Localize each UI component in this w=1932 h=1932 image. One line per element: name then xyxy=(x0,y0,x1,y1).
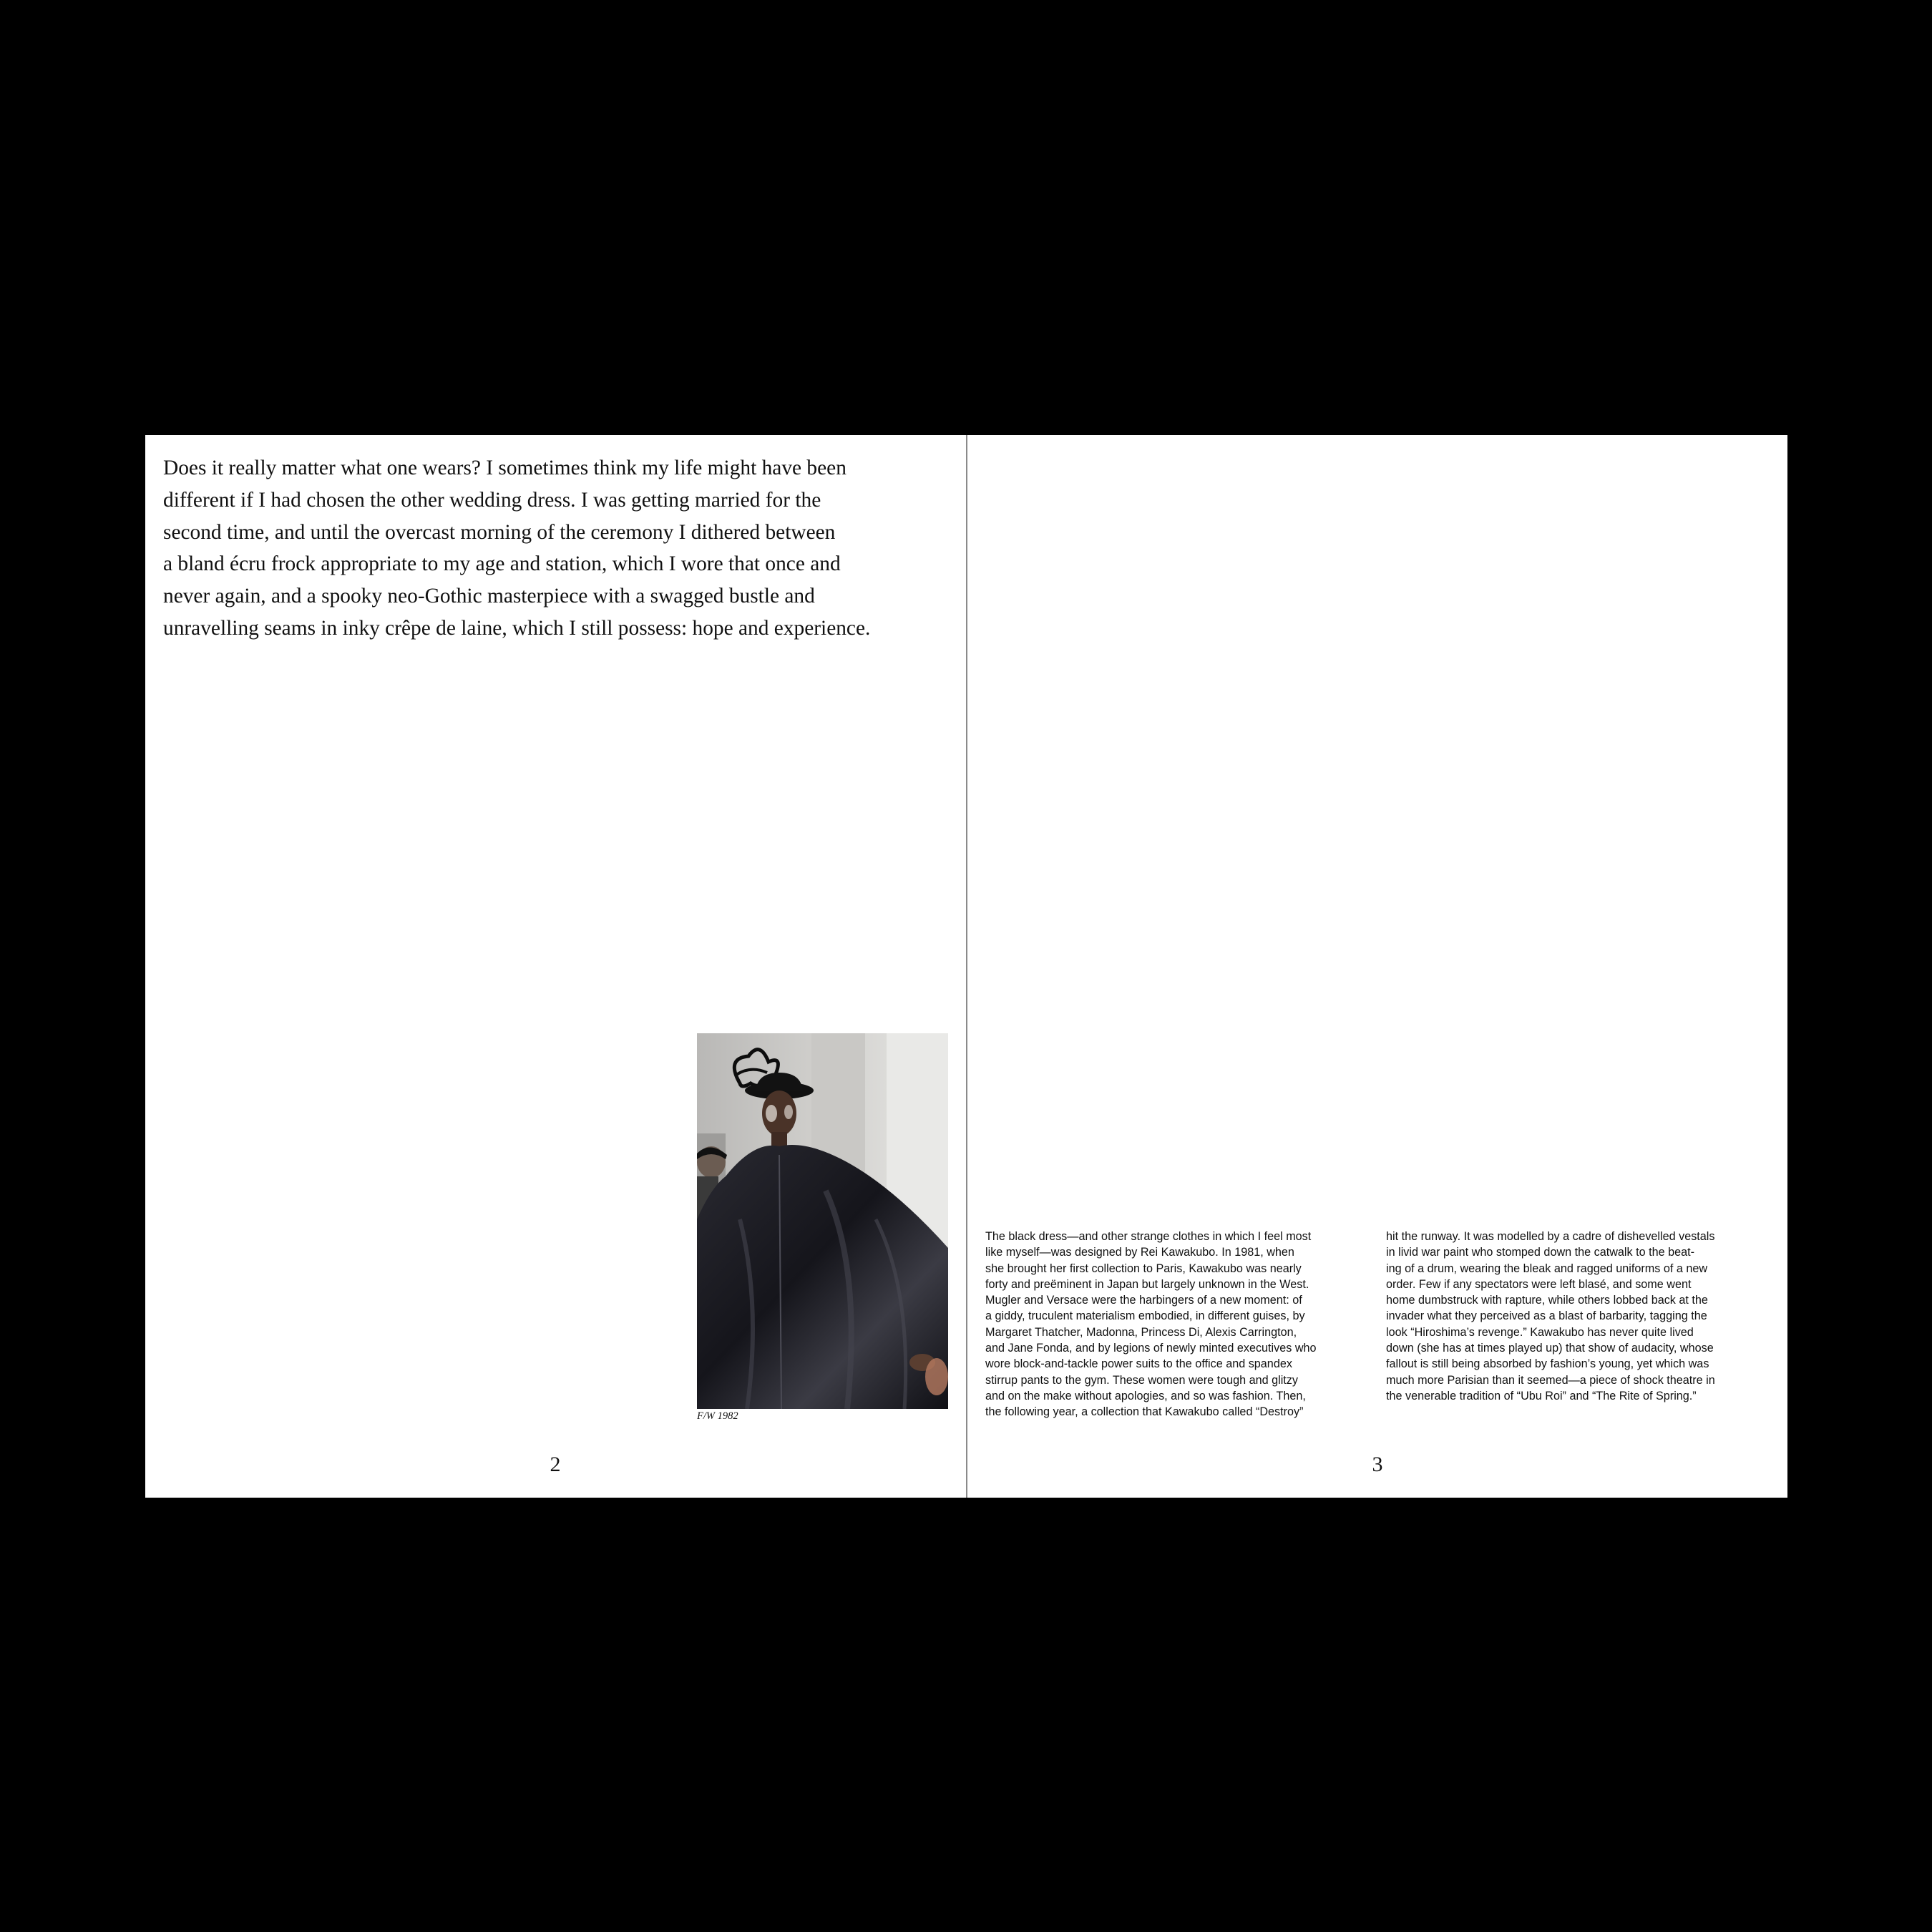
lead-line: a bland écru frock appropriate to my age and station, which I wore that once and xyxy=(163,552,841,576)
body-line: like myself—was designed by Rei Kawakubo. In 1981, when xyxy=(985,1246,1294,1259)
body-line: look “Hiroshima’s revenge.” Kawakubo has never quite lived xyxy=(1386,1325,1694,1339)
body-line: forty and preëminent in Japan but largely unknown in the West. xyxy=(985,1277,1309,1291)
body-line: Mugler and Versace were the harbingers of a new moment: of xyxy=(985,1294,1302,1307)
body-line: she brought her first collection to Paris, Kawakubo was nearly xyxy=(985,1262,1302,1275)
body-line: fallout is still being absorbed by fashion’s young, yet which was xyxy=(1386,1357,1709,1371)
body-line: much more Parisian than it seemed—a piece of shock theatre in xyxy=(1386,1373,1715,1387)
book-spread xyxy=(145,435,1787,1498)
body-line: home dumbstruck with rapture, while others lobbed back at the xyxy=(1386,1294,1708,1307)
body-line: The black dress—and other strange clothes in which I feel most xyxy=(985,1230,1312,1243)
body-line: down (she has at times played up) that show of audacity, whose xyxy=(1386,1342,1714,1355)
left-page xyxy=(145,435,966,1498)
body-column-two xyxy=(1386,1229,1715,1404)
body-column-one xyxy=(985,1229,1317,1420)
body-line: order. Few if any spectators were left blasé, and some went xyxy=(1386,1277,1692,1291)
body-line: Margaret Thatcher, Madonna, Princess Di, Alexis Carrington, xyxy=(985,1325,1297,1339)
body-line: ing of a drum, wearing the bleak and ragged uniforms of a new xyxy=(1386,1262,1708,1275)
body-line: the venerable tradition of “Ubu Roi” and “The Rite of Spring.” xyxy=(1386,1389,1697,1402)
page-number-right: 3 xyxy=(1372,1453,1383,1476)
lead-line: different if I had chosen the other wedding dress. I was getting married for the xyxy=(163,488,821,512)
lead-line: second time, and until the overcast morning of the ceremony I dithered between xyxy=(163,520,836,544)
body-line: in livid war paint who stomped down the catwalk to the beat- xyxy=(1386,1246,1695,1259)
body-line: and on the make without apologies, and so was fashion. Then, xyxy=(985,1389,1306,1402)
body-line: hit the runway. It was modelled by a cadre of dishevelled vestals xyxy=(1386,1230,1715,1243)
photo-caption: F/W 1982 xyxy=(697,1410,738,1422)
runway-photo xyxy=(697,1033,948,1409)
page-number-left: 2 xyxy=(550,1453,561,1476)
body-line: a giddy, truculent materialism embodied, in different guises, by xyxy=(985,1309,1305,1323)
lead-line: Does it really matter what one wears? I sometimes think my life might have been xyxy=(163,457,847,479)
body-line: the following year, a collection that Kawakubo called “Destroy” xyxy=(985,1405,1304,1419)
body-line: wore block-and-tackle power suits to the office and spandex xyxy=(985,1357,1292,1371)
lead-line: never again, and a spooky neo-Gothic masterpiece with a swagged bustle and xyxy=(163,585,815,608)
body-line: stirrup pants to the gym. These women were tough and glitzy xyxy=(985,1373,1298,1387)
lead-line: unravelling seams in inky crêpe de laine, which I still possess: hope and experience. xyxy=(163,616,871,640)
right-page xyxy=(967,435,1787,1498)
lead-paragraph xyxy=(163,452,950,645)
body-line: invader what they perceived as a blast of barbarity, tagging the xyxy=(1386,1309,1707,1323)
body-line: and Jane Fonda, and by legions of newly minted executives who xyxy=(985,1342,1317,1355)
